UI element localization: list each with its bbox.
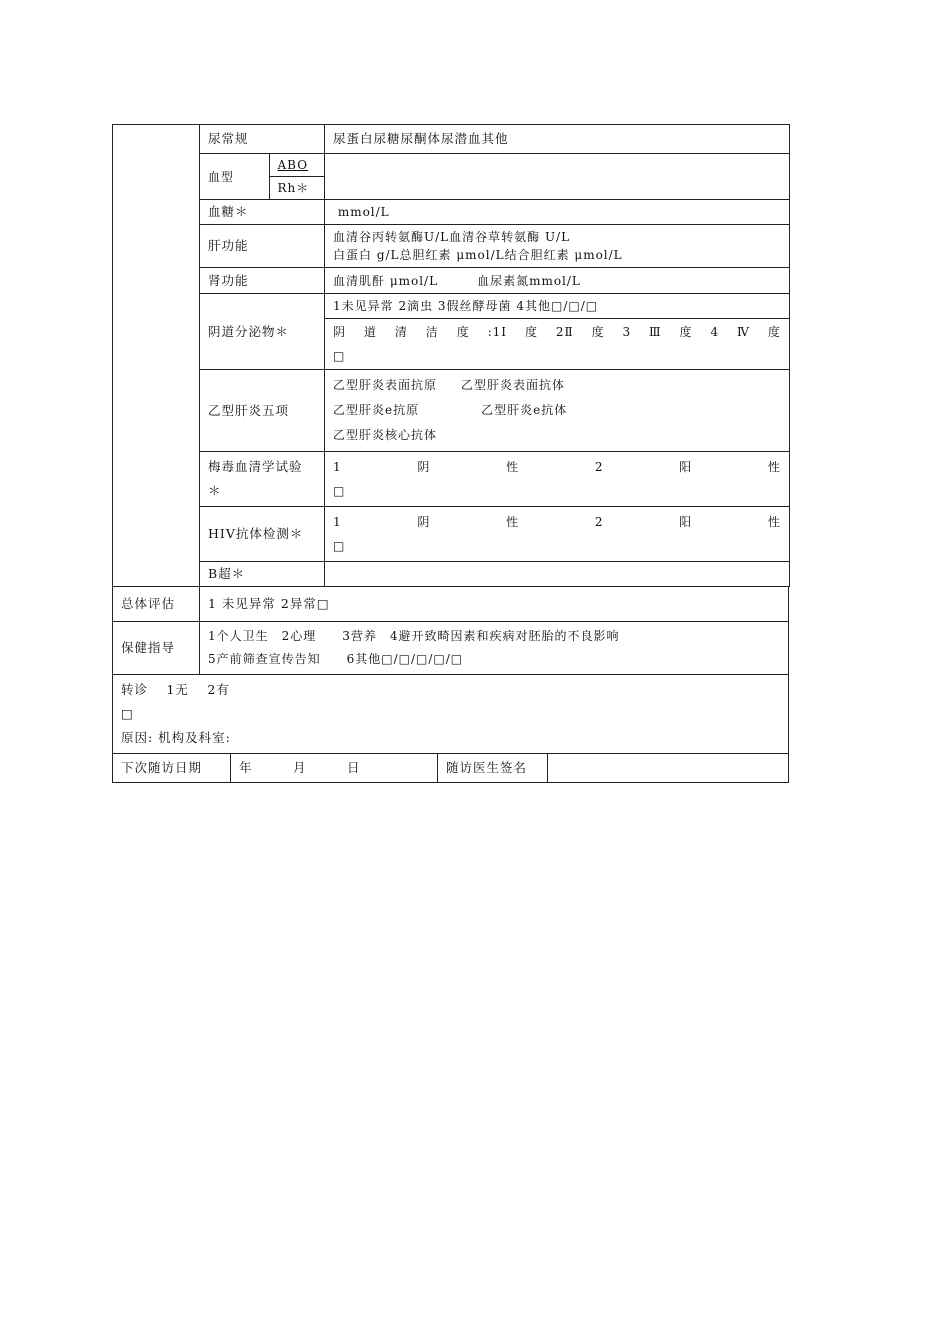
doctor-sign-label: 随访医生签名 (438, 754, 548, 783)
bscan-value[interactable] (325, 562, 790, 587)
liver-label: 肝功能 (200, 225, 325, 268)
cleanliness-checkbox[interactable]: □ (333, 348, 346, 363)
guidance-value[interactable] (200, 621, 789, 674)
doctor-sign-value[interactable] (548, 754, 789, 783)
blood-type-cell (200, 154, 325, 200)
hiv-checkbox[interactable]: □ (333, 539, 346, 553)
guidance-line-2: 5产前筛查宣传告知 6其他□/□/□/□/□ (208, 651, 464, 666)
vaginal-cell (325, 294, 790, 370)
referral-checkbox[interactable]: □ (121, 705, 134, 721)
urine-label: 尿常规 (200, 125, 325, 154)
vaginal-cleanliness[interactable] (325, 319, 789, 369)
guidance-label: 保健指导 (113, 621, 200, 674)
syphilis-spread: 1 阴 性 2 阳 性 (333, 460, 781, 474)
section-label-cell (113, 125, 200, 587)
exam-table (112, 124, 790, 587)
kidney-value[interactable]: 血清肌酐 μmol/L 血尿素氮mmol/L (325, 268, 790, 294)
guidance-line-1: 1个人卫生 2心理 3营养 4避开致畸因素和疾病对胚胎的不良影响 (208, 628, 620, 643)
row-blood-sugar (113, 200, 790, 225)
hiv-value[interactable] (325, 507, 790, 562)
kidney-label: 肾功能 (200, 268, 325, 294)
next-visit-date[interactable]: 年 月 日 (231, 754, 438, 783)
row-guidance (113, 621, 789, 674)
hepb-line-3: 乙型肝炎核心抗体 (333, 428, 438, 442)
blood-type-label: 血型 (208, 169, 235, 184)
bscan-label: B超＊ (200, 562, 325, 587)
row-urine (113, 125, 790, 154)
row-hiv (113, 507, 790, 562)
cleanliness-spread: 阴 道 清 洁 度 :1Ⅰ 度 2Ⅱ 度 3 Ⅲ 度 4 Ⅳ 度 (333, 324, 781, 339)
blood-type-value[interactable] (325, 154, 790, 200)
syphilis-value[interactable] (325, 452, 790, 507)
row-vaginal (113, 294, 790, 370)
abo-label: ABO (269, 154, 324, 177)
rh-label: Rh＊ (269, 177, 324, 200)
row-referral (113, 674, 789, 753)
hepb-value[interactable] (325, 370, 790, 452)
hiv-label: HIV抗体检测＊ (200, 507, 325, 562)
vaginal-line-1[interactable]: 1未见异常 2滴虫 3假丝酵母菌 4其他□/□/□ (333, 299, 599, 314)
syphilis-checkbox[interactable]: □ (333, 484, 346, 498)
row-liver (113, 225, 790, 268)
overall-label: 总体评估 (113, 587, 200, 621)
hepb-label: 乙型肝炎五项 (200, 370, 325, 452)
hepb-line-2: 乙型肝炎e抗原 乙型肝炎e抗体 (333, 403, 568, 417)
urine-value[interactable]: 尿蛋白尿糖尿酮体尿潜血其他 (325, 125, 790, 154)
row-syphilis (113, 452, 790, 507)
blood-sugar-value[interactable]: mmol/L (325, 200, 790, 225)
row-kidney (113, 268, 790, 294)
next-visit-table (112, 754, 789, 784)
liver-line-1: 血清谷丙转氨酶U/L血清谷草转氨酶 U/L (333, 230, 571, 244)
liver-value[interactable] (325, 225, 790, 268)
row-overall (113, 587, 789, 621)
vaginal-label: 阴道分泌物＊ (200, 294, 325, 370)
syphilis-label: 梅毒血清学试验 ＊ (200, 452, 325, 507)
vaginal-subtable (325, 295, 789, 369)
referral-cell[interactable] (113, 674, 789, 753)
row-hepb (113, 370, 790, 452)
row-blood-type (113, 154, 790, 200)
liver-line-2: 白蛋白 g/L总胆红素 μmol/L结合胆红素 μmol/L (333, 248, 623, 262)
overall-value[interactable]: 1 未见异常 2异常□ (200, 587, 789, 621)
hepb-line-1: 乙型肝炎表面抗原 乙型肝炎表面抗体 (333, 378, 566, 392)
row-bscan (113, 562, 790, 587)
summary-table (112, 587, 789, 754)
referral-line-1: 转诊 1无 2有 (121, 681, 230, 697)
next-visit-label: 下次随访日期 (113, 754, 231, 783)
blood-type-subtable (200, 154, 324, 199)
hiv-spread: 1 阴 性 2 阳 性 (333, 515, 781, 529)
blood-sugar-label: 血糖＊ (200, 200, 325, 225)
row-next-visit (113, 754, 789, 783)
referral-reason: 原因: 机构及科室: (121, 729, 231, 745)
checkup-form (112, 124, 789, 783)
